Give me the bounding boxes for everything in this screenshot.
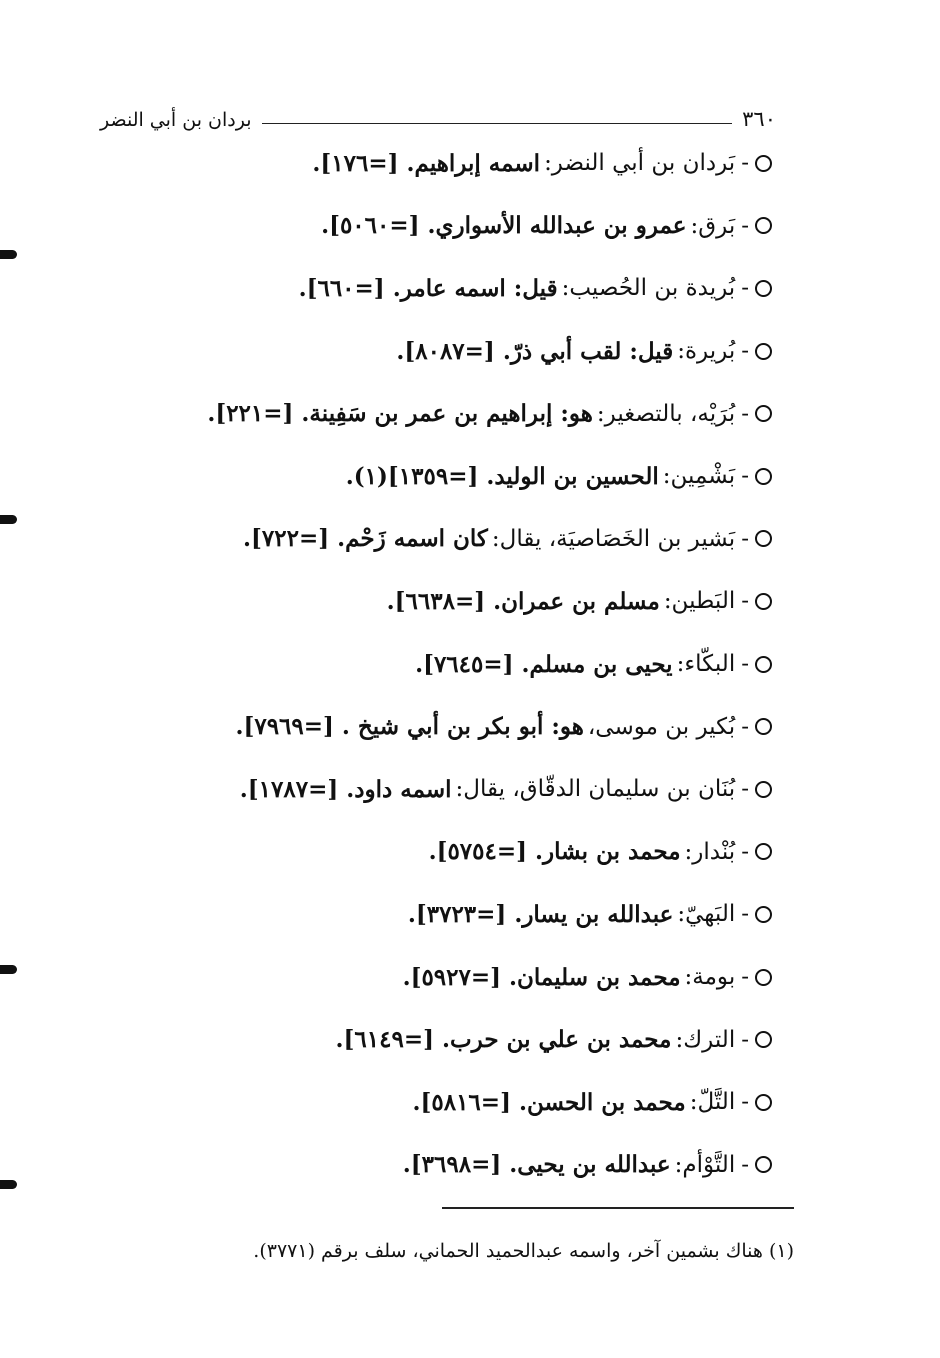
entry-name: بَرق:	[690, 212, 736, 239]
entry-body: محمد بن الحسن.	[518, 1088, 686, 1116]
entry-name: الترك:	[675, 1026, 736, 1053]
dash-icon: -	[741, 275, 749, 302]
entry-body: عمرو بن عبدالله الأسواري.	[427, 212, 687, 240]
dash-icon: -	[741, 964, 749, 991]
entry-body: عبدالله بن يحيى.	[509, 1151, 671, 1179]
entry-body: عبدالله بن يسار.	[514, 900, 674, 928]
entry-body: مسلم بن عمران.	[493, 587, 660, 615]
list-item	[140, 132, 772, 195]
entry-name: البَطين:	[663, 588, 736, 615]
footnote: (١) هناك بشمين آخر، واسمه عبدالحميد الحماني، سلف برقم (٣٧٧١).	[253, 1240, 794, 1262]
list-item	[140, 883, 772, 946]
entry-body: يحيى بن مسلم.	[521, 650, 673, 678]
dash-icon: -	[741, 463, 749, 490]
entry-name: بَردان بن أبي النضر:	[544, 150, 736, 177]
list-item	[140, 570, 772, 633]
binding-mark	[0, 250, 17, 259]
circle-bullet-icon	[755, 906, 772, 923]
circle-bullet-icon	[755, 969, 772, 986]
dash-icon: -	[741, 212, 749, 239]
circle-bullet-icon	[755, 217, 772, 234]
entry-name: بومة:	[684, 964, 736, 991]
entry-reference: [=٣٧٢٣].	[407, 900, 507, 928]
entry-reference: [=٧٢٢].	[242, 525, 330, 553]
page-header	[100, 96, 776, 130]
list-item	[140, 758, 772, 821]
entry-reference: [=٥٠٦٠].	[321, 212, 420, 240]
dash-icon: -	[741, 400, 749, 427]
circle-bullet-icon	[755, 656, 772, 673]
entry-name: بُرَيْه، بالتصغير:	[596, 400, 736, 427]
entry-reference: [=٥٧٥٤].	[428, 838, 528, 866]
entry-reference: [=٧٩٦٩].	[235, 713, 334, 741]
dash-icon: -	[741, 1151, 749, 1178]
list-item	[140, 821, 772, 884]
entry-reference: [=٢٢١].	[207, 400, 294, 428]
entry-name: بُنَان بن سليمان الدقّاق، يقال:	[455, 776, 736, 803]
entry-body: محمد بن بشار.	[535, 838, 681, 866]
dash-icon: -	[741, 713, 749, 740]
list-item	[140, 1071, 772, 1134]
entry-name: بُريدة بن الحُصيب:	[561, 275, 736, 302]
entry-body: هو: أبو بكر بن أبي شيخ .	[341, 713, 584, 741]
circle-bullet-icon	[755, 1156, 772, 1173]
binding-mark	[0, 1180, 17, 1189]
circle-bullet-icon	[755, 1031, 772, 1048]
circle-bullet-icon	[755, 405, 772, 422]
entry-reference: [=١٣٥٩](١).	[345, 462, 479, 490]
list-item	[140, 195, 772, 258]
list-item	[140, 320, 772, 383]
list-item	[140, 1134, 772, 1197]
entry-reference: [=٨٠٨٧].	[396, 337, 495, 365]
entry-body: كان اسمه زَحْم.	[337, 525, 488, 553]
entry-body: قيل: اسمه عامر.	[392, 274, 558, 302]
entry-reference: [=٥٨١٦].	[412, 1088, 511, 1116]
entry-name: بُريرة:	[677, 338, 736, 365]
list-item	[140, 257, 772, 320]
entry-name: بُنْدار:	[684, 838, 736, 865]
dash-icon: -	[741, 776, 749, 803]
entry-reference: [=٣٦٩٨].	[402, 1151, 502, 1179]
circle-bullet-icon	[755, 718, 772, 735]
page-number: ٣٦٠	[742, 107, 776, 131]
dash-icon: -	[741, 338, 749, 365]
circle-bullet-icon	[755, 468, 772, 485]
circle-bullet-icon	[755, 781, 772, 798]
circle-bullet-icon	[755, 155, 772, 172]
entry-reference: [=٧٦٤٥].	[415, 650, 514, 678]
entry-reference: [=٦٦٣٨].	[386, 587, 486, 615]
entry-reference: [=١٧٨٧].	[239, 775, 339, 803]
circle-bullet-icon	[755, 593, 772, 610]
entry-body: اسمه إبراهيم.	[406, 149, 541, 177]
list-item	[140, 508, 772, 571]
dash-icon: -	[741, 651, 749, 678]
circle-bullet-icon	[755, 343, 772, 360]
dash-icon: -	[741, 150, 749, 177]
dash-icon: -	[741, 1089, 749, 1116]
dash-icon: -	[741, 901, 749, 928]
running-title: بردان بن أبي النضر	[100, 109, 252, 131]
list-item	[140, 695, 772, 758]
entry-name: بَشْمِين:	[662, 463, 736, 490]
list-item	[140, 633, 772, 696]
dash-icon: -	[741, 1026, 749, 1053]
entry-name: البَهيّ:	[677, 901, 736, 928]
entry-reference: [=٦١٤٩].	[335, 1026, 434, 1054]
list-item	[140, 382, 772, 445]
entry-name: البكّاء:	[676, 651, 736, 678]
dash-icon: -	[741, 588, 749, 615]
circle-bullet-icon	[755, 280, 772, 297]
entry-list	[140, 132, 772, 1196]
circle-bullet-icon	[755, 843, 772, 860]
list-item	[140, 946, 772, 1009]
entry-reference: [=٦٦٠].	[298, 274, 385, 302]
footnote-rule	[442, 1207, 794, 1209]
binding-mark	[0, 515, 17, 524]
circle-bullet-icon	[755, 530, 772, 547]
entry-body: محمد بن سليمان.	[509, 963, 681, 991]
list-item	[140, 445, 772, 508]
entry-body: محمد بن علي بن حرب.	[442, 1026, 672, 1054]
entry-body: اسمه داود.	[346, 775, 452, 803]
circle-bullet-icon	[755, 1094, 772, 1111]
dash-icon: -	[741, 838, 749, 865]
header-rule	[262, 123, 733, 124]
entry-body: الحسين بن الوليد.	[486, 462, 659, 490]
list-item	[140, 1008, 772, 1071]
entry-reference: [=١٧٦].	[312, 149, 399, 177]
binding-mark	[0, 965, 17, 974]
entry-name: بَشير بن الخَصَاصيَة، يقال:	[491, 525, 736, 552]
entry-name: التَّلّ:	[689, 1089, 736, 1116]
dash-icon: -	[741, 525, 749, 552]
entry-reference: [=٥٩٢٧].	[402, 963, 502, 991]
entry-name: التَّوْأم:	[674, 1151, 736, 1178]
entry-body: قيل: لقب أبي ذرّ.	[502, 337, 674, 365]
entry-name: بُكير بن موسى،	[587, 713, 736, 740]
entry-body: هو: إبراهيم بن عمر بن سَفِينة.	[301, 400, 593, 428]
